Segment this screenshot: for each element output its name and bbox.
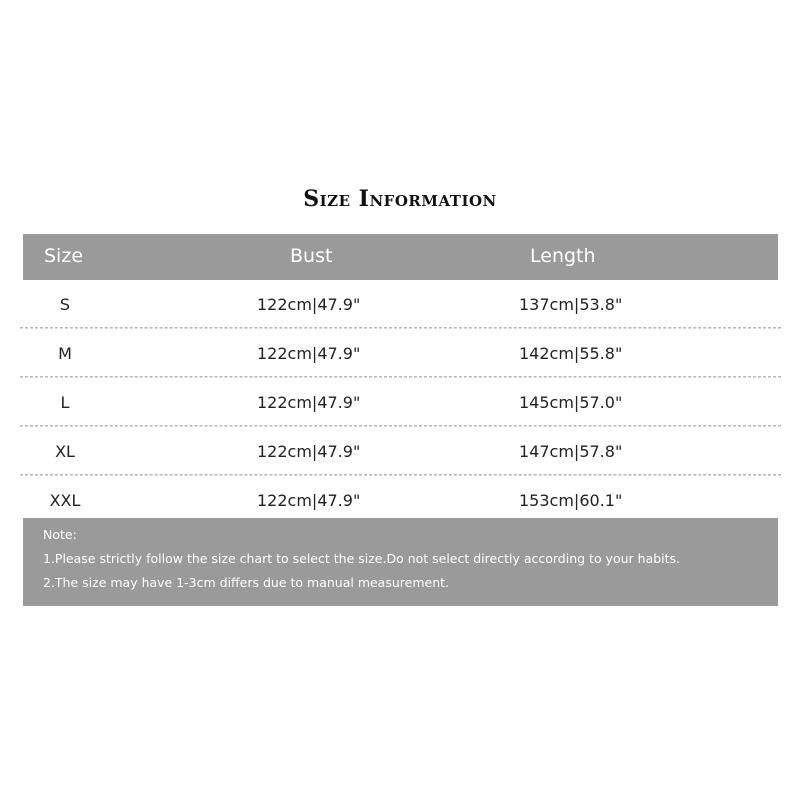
table-row xyxy=(23,280,778,327)
size-cell: M xyxy=(58,344,72,363)
size-table xyxy=(23,234,778,523)
length-cell: 142cm|55.8" xyxy=(519,344,623,363)
bust-cell: 122cm|47.9" xyxy=(257,295,361,314)
column-header-bust: Bust xyxy=(290,245,333,267)
bust-cell: 122cm|47.9" xyxy=(257,442,361,461)
column-header-size: Size xyxy=(44,245,84,267)
column-header-length: Length xyxy=(530,245,596,267)
length-cell: 147cm|57.8" xyxy=(519,442,623,461)
note-box xyxy=(23,518,778,606)
note-line: 2.The size may have 1-3cm differs due to manual measurement. xyxy=(43,575,449,590)
size-cell: XL xyxy=(55,442,75,461)
size-cell: L xyxy=(60,393,70,412)
length-cell: 153cm|60.1" xyxy=(519,491,623,510)
note-title: Note: xyxy=(43,527,77,542)
page-title: Size Information xyxy=(303,186,497,212)
note-line: 1.Please strictly follow the size chart to select the size.Do not select directly according to your habits. xyxy=(43,551,681,566)
length-cell: 145cm|57.0" xyxy=(519,393,623,412)
table-row xyxy=(23,427,778,474)
length-cell: 137cm|53.8" xyxy=(519,295,623,314)
table-row xyxy=(23,378,778,425)
bust-cell: 122cm|47.9" xyxy=(257,393,361,412)
bust-cell: 122cm|47.9" xyxy=(257,344,361,363)
table-header xyxy=(23,234,778,280)
bust-cell: 122cm|47.9" xyxy=(257,491,361,510)
table-row xyxy=(23,329,778,376)
size-cell: S xyxy=(59,295,71,314)
size-cell: XXL xyxy=(49,491,81,510)
table-row xyxy=(23,476,778,523)
